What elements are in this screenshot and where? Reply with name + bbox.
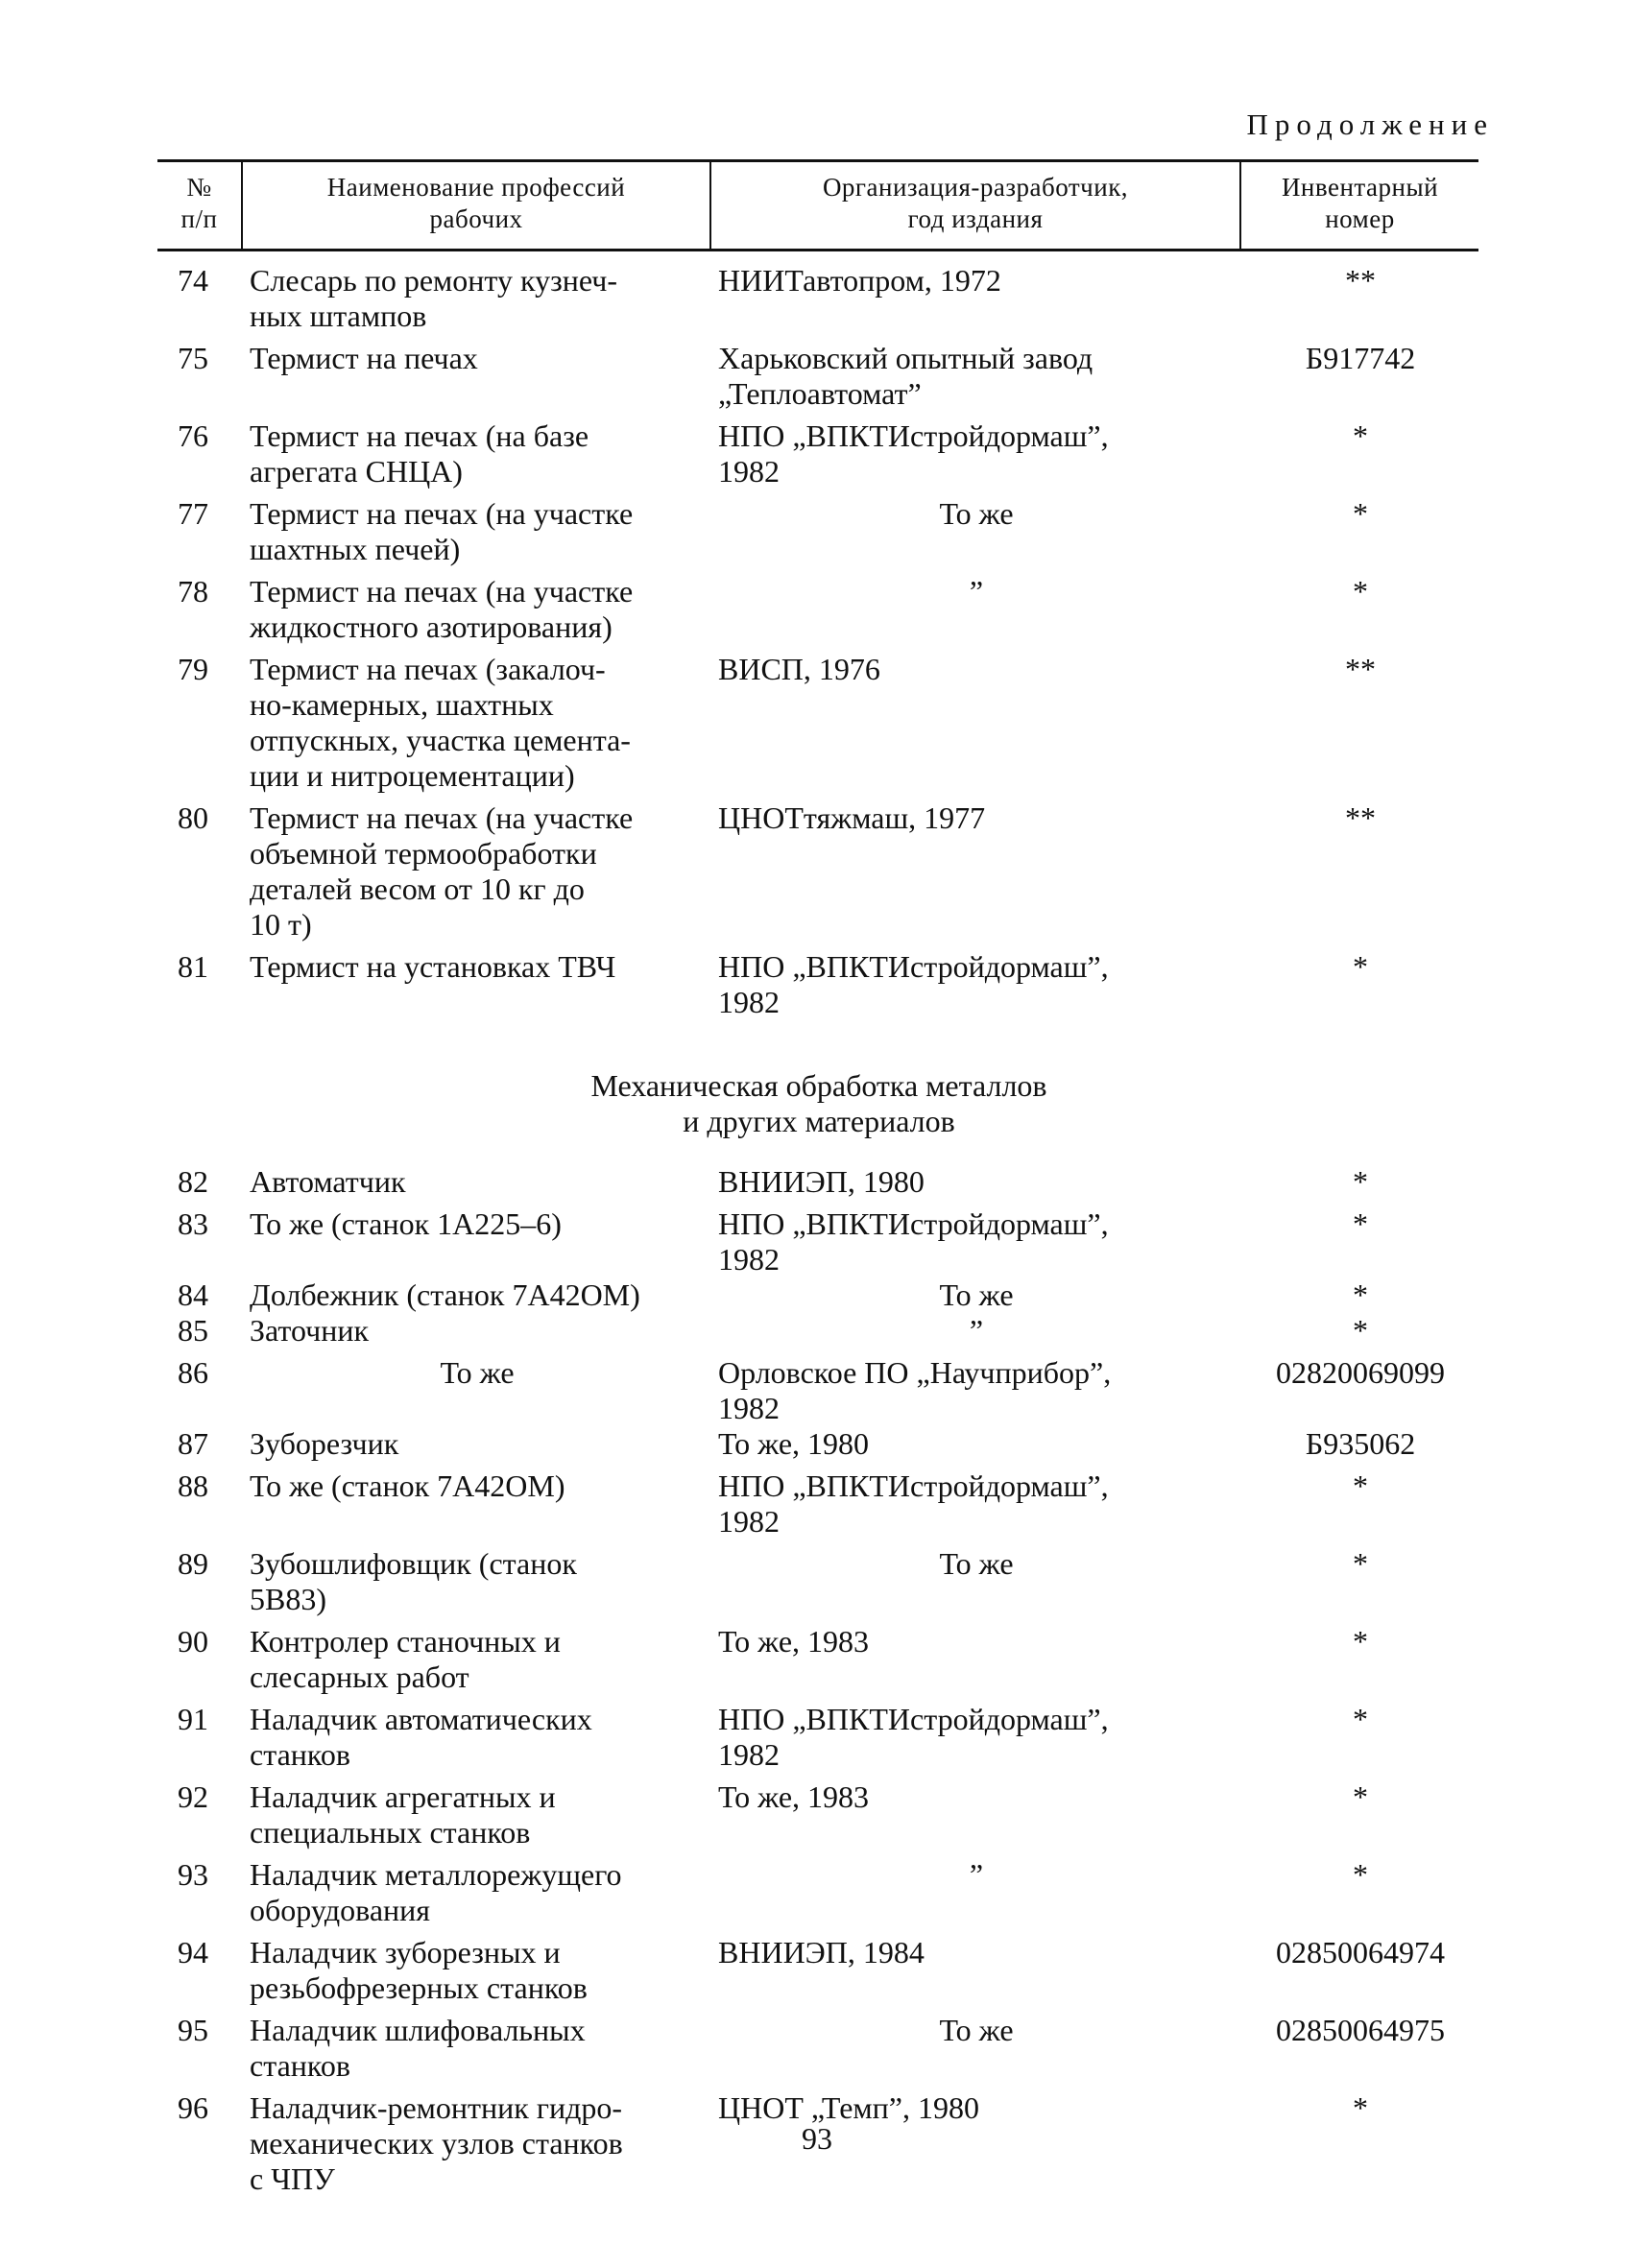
professions-table [157,159,1478,2197]
profession-cell: Автоматчик [250,1164,406,1199]
table-row [157,1695,1478,1773]
inventory-cell: * [1353,2090,1368,2125]
inventory-cell: * [1353,574,1368,609]
table-row [157,1540,1478,1617]
organization-cell: НПО „ВПКТИстройдормаш”, 1982 [718,949,1109,1019]
organization-cell: ” [969,574,984,609]
table-row [157,1773,1478,1850]
profession-cell: Зубошлифовщик (станок 5В83) [250,1546,577,1616]
table-row [157,645,1478,794]
inventory-cell: 02850064975 [1276,2013,1445,2047]
organization-cell: ВИСП, 1976 [718,652,880,686]
table-header-row [157,161,1478,251]
continuation-label: Продолжение [1246,107,1494,141]
inventory-cell: Б917742 [1305,341,1416,375]
section-heading-group [157,1020,1478,1153]
table-row [157,1850,1478,1928]
profession-cell: Термист на печах [250,341,478,375]
organization-cell: НПО „ВПКТИстройдормаш”, 1982 [718,1468,1109,1539]
profession-cell: Термист на печах (на участке жидкостного азотирования) [250,574,634,644]
organization-cell: ” [969,1313,984,1348]
inventory-cell: Б935062 [1305,1426,1416,1461]
row-number: 91 [178,1702,208,1736]
table-body-machining [157,1153,1478,2197]
organization-cell: То же, 1983 [718,1624,870,1659]
organization-cell: ВНИИЭП, 1980 [718,1164,925,1199]
row-number: 93 [178,1857,208,1892]
organization-cell: НПО „ВПКТИстройдормаш”, 1982 [718,1702,1109,1772]
organization-cell: НПО „ВПКТИстройдормаш”, 1982 [718,418,1109,489]
row-number: 89 [178,1546,208,1581]
profession-cell: Наладчик-ремонтник гидро- механических узлов станков с ЧПУ [250,2090,623,2196]
inventory-cell: * [1353,1624,1368,1659]
profession-cell: Зуборезчик [250,1426,399,1461]
table-body-thermal [157,251,1478,1021]
table-row [157,1349,1478,1426]
section-heading-row [157,1020,1478,1153]
header-profession: Наименование профессий рабочих [242,161,710,251]
profession-cell: Наладчик агрегатных и специальных станков [250,1779,556,1850]
row-number: 95 [178,2013,208,2047]
table-row [157,794,1478,943]
row-number: 81 [178,949,208,984]
profession-cell: Слесарь по ремонту кузнеч- ных штампов [250,263,617,333]
inventory-cell: * [1353,1468,1368,1503]
inventory-cell: 02850064974 [1276,1935,1445,1970]
row-number: 80 [178,800,208,835]
profession-cell: Долбежник (станок 7А42ОМ) [250,1277,640,1312]
row-number: 87 [178,1426,208,1461]
organization-cell: То же [939,496,1014,531]
profession-cell: Контролер станочных и слесарных работ [250,1624,561,1694]
inventory-cell: * [1353,1857,1368,1892]
inventory-cell: * [1353,1206,1368,1241]
organization-cell: То же, 1980 [718,1426,870,1461]
table-row [157,567,1478,645]
row-number: 83 [178,1206,208,1241]
profession-cell: То же [440,1355,515,1390]
inventory-cell: ** [1345,263,1376,298]
row-number: 76 [178,418,208,453]
organization-cell: То же [939,1277,1014,1312]
organization-cell: То же [939,1546,1014,1581]
table-row [157,1426,1478,1462]
row-number: 84 [178,1277,208,1312]
inventory-cell: * [1353,496,1368,531]
inventory-cell: * [1353,1546,1368,1581]
row-number: 85 [178,1313,208,1348]
row-number: 92 [178,1779,208,1814]
table-row [157,1617,1478,1695]
table-row [157,1462,1478,1540]
table-row [157,489,1478,567]
table-row [157,251,1478,335]
inventory-cell: * [1353,1779,1368,1814]
row-number: 94 [178,1935,208,1970]
profession-cell: Заточник [250,1313,370,1348]
row-number: 74 [178,263,208,298]
profession-cell: Наладчик металлорежущего оборудования [250,1857,622,1927]
inventory-cell: * [1353,949,1368,984]
row-number: 86 [178,1355,208,1390]
profession-cell: Термист на печах (на участке объемной термообработки деталей весом от 10 кг до 10 т) [250,800,634,942]
inventory-cell: * [1353,1164,1368,1199]
profession-cell: Наладчик зуборезных и резьбофрезерных станков [250,1935,588,2005]
profession-cell: Термист на печах (закалоч- но-камерных, шахтных отпускных, участка цемента- ции и нитроцементации) [250,652,631,793]
header-inventory: Инвентарный номер [1240,161,1478,251]
row-number: 77 [178,496,208,531]
table-row [157,1277,1478,1313]
inventory-cell: * [1353,1313,1368,1348]
inventory-cell: * [1353,1702,1368,1736]
organization-cell: ВНИИЭП, 1984 [718,1935,925,1970]
table-row [157,1200,1478,1277]
organization-cell: ” [969,1857,984,1892]
row-number: 78 [178,574,208,609]
inventory-cell: ** [1345,652,1376,686]
table-row [157,1153,1478,1200]
row-number: 90 [178,1624,208,1659]
inventory-cell: * [1353,418,1368,453]
profession-cell: Термист на печах (на участке шахтных печей) [250,496,634,566]
inventory-cell: ** [1345,800,1376,835]
organization-cell: ЦНОТ „Темп”, 1980 [718,2090,979,2125]
profession-cell: То же (станок 1А225–6) [250,1206,562,1241]
row-number: 79 [178,652,208,686]
profession-cell: Наладчик автоматических станков [250,1702,592,1772]
page-number: 93 [802,2121,832,2156]
inventory-cell: 02820069099 [1276,1355,1445,1390]
row-number: 96 [178,2090,208,2125]
organization-cell: То же [939,2013,1014,2047]
profession-cell: Термист на установках ТВЧ [250,949,616,984]
table-row [157,334,1478,412]
table-row [157,412,1478,489]
organization-cell: НИИТавтопром, 1972 [718,263,1001,298]
section-title: Механическая обработка металлов и других материалов [590,1068,1047,1138]
profession-cell: Наладчик шлифовальных станков [250,2013,586,2083]
header-organization: Организация-разработчик, год издания [710,161,1240,251]
row-number: 75 [178,341,208,375]
table-row [157,943,1478,1020]
row-number: 88 [178,1468,208,1503]
table-row [157,2006,1478,2084]
header-number: № п/п [157,161,242,251]
organization-cell: НПО „ВПКТИстройдормаш”, 1982 [718,1206,1109,1277]
organization-cell: ЦНОТтяжмаш, 1977 [718,800,986,835]
organization-cell: То же, 1983 [718,1779,870,1814]
inventory-cell: * [1353,1277,1368,1312]
table-row [157,1928,1478,2006]
organization-cell: Харьковский опытный завод „Теплоавтомат” [718,341,1093,411]
profession-cell: То же (станок 7А42ОМ) [250,1468,565,1503]
profession-cell: Термист на печах (на базе агрегата СНЦА) [250,418,589,489]
organization-cell: Орловское ПО „Научприбор”, 1982 [718,1355,1112,1425]
table-row [157,1313,1478,1349]
row-number: 82 [178,1164,208,1199]
